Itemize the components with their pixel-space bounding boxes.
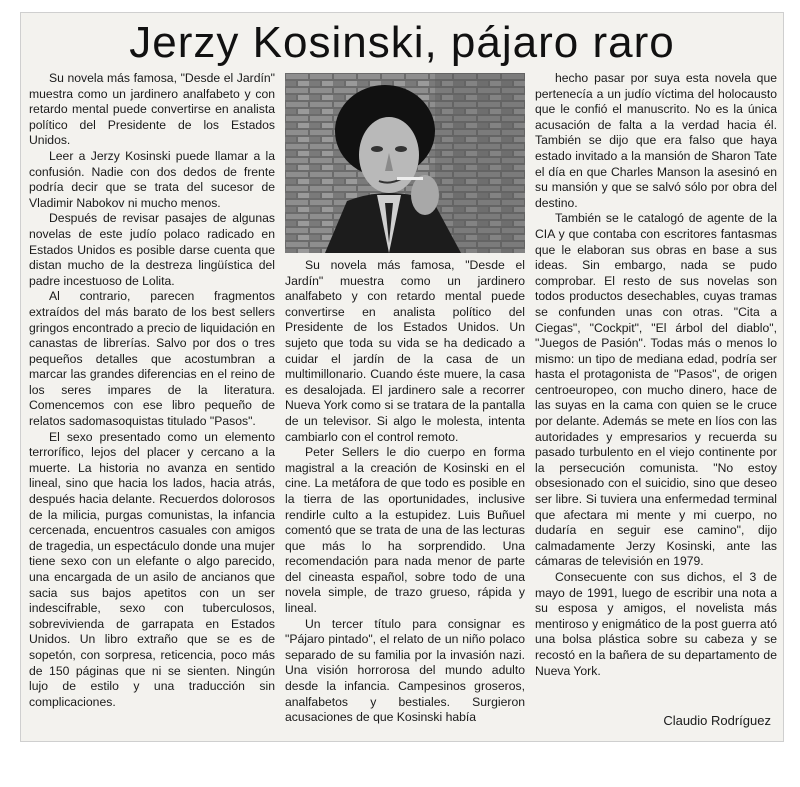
paragraph: El sexo presentado como un elemento terrorífico, lejos del placer y cercano a la muerte. La historia no avanza en sentido lineal, sino que hacia los lados, hacia atrás, después hacia delante. Recuerdos dolorosos de la milicia, purgas comunistas, la infancia cercenada, encuentros casuales con amigos de tragedia, un espectáculo donde una mujer tiene sexo con un elefante o algo parecido, una encargada de un asilo de ancianos que sacia sus bajos apetitos con un ser indescifrable, sexo con tuberculosos, sobrevivienda de garrapata en Estados Unidos. Un libro extraño que se es de sopetón, con sorpresa, reticencia, poco más de 150 páginas que ni se sienten. Ningún lujo de estilo y una traducción sin complicaciones. bbox=[29, 429, 275, 709]
paragraph: Su novela más famosa, "Desde el Jardín" muestra como un jardinero analfabeto y con retardo mental puede convertirse en analista político del Presidente de los Estados Unidos. Un sujeto que toda su vida se ha dedicado a cuidar el jardín de la casa de un multimillonario. Cuando éste muere, la casa es desalojada. El jardinero sale a recorrer Nueva York como si se tratara de la pantalla de un televisor. Si algo le molesta, intenta cambiarlo con el control remoto. bbox=[285, 258, 525, 444]
paragraph: Consecuente con sus dichos, el 3 de mayo de 1991, luego de escribir una nota a su esposa y amigos, el novelista más mentiroso y enigmático de la post guerra ató una bolsa plástica sobre su cabeza y se recostó en la bañera de su departamento de Nueva York. bbox=[535, 570, 777, 678]
column-1 bbox=[29, 71, 275, 739]
paragraph: Después de revisar pasajes de algunas novelas de este judío polaco radicado en Estados Unidos es posible darse cuenta que distan mucho de la destreza lingüística del padre incestuoso de Lolita. bbox=[29, 211, 275, 288]
author-photo bbox=[285, 73, 525, 253]
headline: Jerzy Kosinski, pájaro raro bbox=[129, 18, 675, 67]
paragraph: Al contrario, parecen fragmentos extraídos del más barato de los best sellers gringos encontrado a precio de liquidación en canastas de librerías. Salvo por dos o tres pequeños detalles que acostumbran a marcar las grandes diferencias en el reino de los seres impares de la literatura. Comencemos con ese libro pequeño de relatos sadomasoquistas titulado "Pasos". bbox=[29, 289, 275, 429]
column-3 bbox=[535, 71, 777, 739]
column-2 bbox=[285, 258, 525, 738]
paragraph: También se le catalogó de agente de la CIA y que contaba con escritores fantasmas que le elaboran sus obras en base a sus ideas. Sin embargo, nada se pudo comprobar. El resto de sus novelas son todos productos desechables, cuyas tramas se confunden unas con otras. "Cita a Ciegas", "Cockpit", "El árbol del diablo", "Juegos de Pasión". Todas más o menos lo mismo: un tipo de mediana edad, podría ser hasta el protagonista de "Pasos", de origen centroeuropeo, con mucho dinero, hace de las suyas en la cama con quien se le cruce por delante. Además se mete en líos con las autoridades y empresarios y recuerda su pasado turbulento en el viejo continente por la persecución comunista. "No estoy obsesionado con el suicidio, sino que deseo ser libre. Si tuviera una enfermedad terminal que afectara mi mente y mi cuerpo, no dudaría en seguir ese camino", dijo calmadamente Jerzy Kosinski, ante las cámaras de televisión en 1979. bbox=[535, 211, 777, 569]
paragraph: Peter Sellers le dio cuerpo en forma magistral a la creación de Kosinski en el cine. La metáfora de que todo es posible en la tierra de las oportunidades, inclusive rendirle culto a la estupidez. Luis Buñuel comentó que se trata de una de las lecturas que más lo ha sorprendido. Una recomendación para nada menor de parte del cineasta español, sobre todo de una novela simple, de trazo grueso, rápida y lineal. bbox=[285, 445, 525, 616]
paragraph: Un tercer título para consignar es "Pájaro pintado", el relato de un niño polaco separado de su familia por la invasión nazi. Una visión horrorosa del mundo adulto desde la infancia. Campesinos groseros, analfabetos y bestiales. Surgieron acusaciones de que Kosinski había bbox=[285, 616, 525, 725]
newspaper-clipping bbox=[20, 12, 784, 742]
author-byline: Claudio Rodríguez bbox=[663, 713, 771, 728]
paragraph: Leer a Jerzy Kosinski puede llamar a la confusión. Nadie con dos dedos de frente podría decir que se trata del sucesor de Vladimir Nabokov ni mucho menos. bbox=[29, 148, 275, 210]
paragraph: hecho pasar por suya esta novela que pertenecía a un judío víctima del holocausto que le confió el manuscrito. No es la única acusación de falta a la verdad hacia él. También se dijo que era falso que haya estado invitado a la mansión de Sharon Tate el día en que Charles Manson la asesinó en su mansión y que se salvó sólo por obra del destino. bbox=[535, 71, 777, 210]
paragraph: Su novela más famosa, "Desde el Jardín" muestra como un jardinero analfabeto y con retardo mental puede convertirse en analista político del Presidente de los Estados Unidos. bbox=[29, 71, 275, 148]
